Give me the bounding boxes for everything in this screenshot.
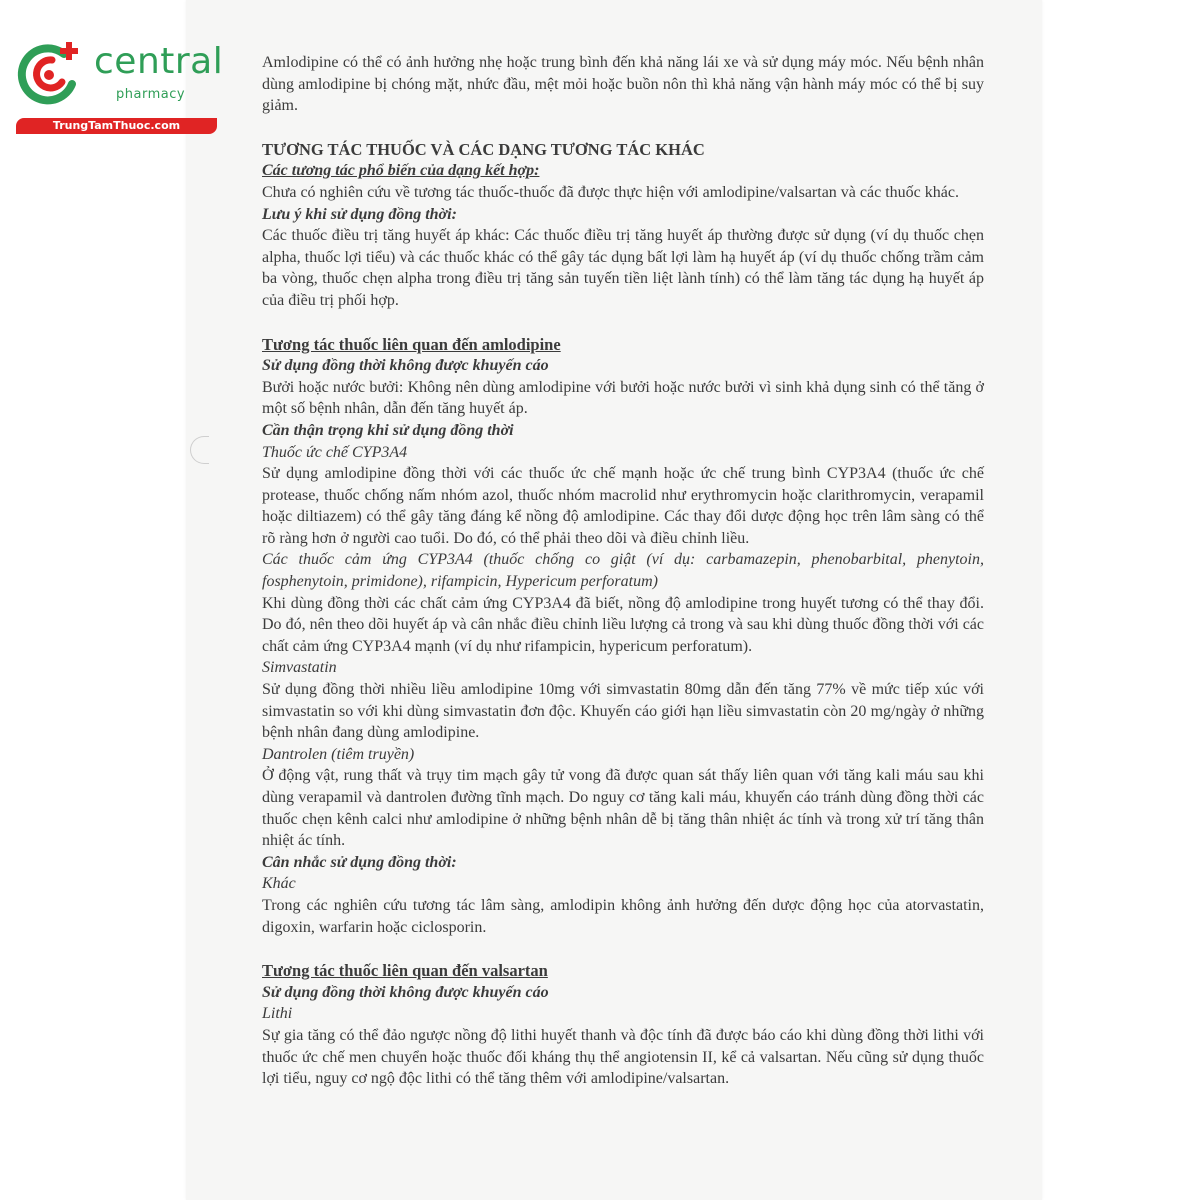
dantrolen-title: Dantrolen (tiêm truyền)	[262, 745, 415, 763]
lithi-text: Sự gia tăng có thể đảo ngược nồng độ lithi huyết thanh và độc tính đã được báo cáo khi dùng đồng thời lithi với thuốc ức chế men chuyển hoặc thuốc đối kháng thụ thể angiotensin II, kể cả valsartan. Nếu cũng sử dụng thuốc lợi tiểu, nguy cơ ngộ độc lithi có thể tăng thêm với amlodipine/valsartan.	[262, 1026, 984, 1088]
lithi-title: Lithi	[262, 1005, 293, 1023]
cyp-inducer-text: Khi dùng đồng thời các chất cảm ứng CYP3A4 đã biết, nồng độ amlodipine trong huyết tương có thể thay đổi. Do đó, nên theo dõi huyết áp và cân nhắc điều chỉnh liều lượng cả trong và sau khi dùng thuốc đồng thời với các chất cảm ứng CYP3A4 mạnh (ví dụ như rifampicin, hypericum perforatum).	[262, 594, 984, 655]
brand-website[interactable]: TrungTamThuoc.com	[16, 118, 217, 134]
cyp-inhibitor-title: Thuốc ức chế CYP3A4	[262, 443, 408, 461]
valsartan-not-recommended: Sử dụng đồng thời không được khuyến cáo	[262, 983, 549, 1001]
amlodipine-heading: Tương tác thuốc liên quan đến amlodipine	[262, 334, 561, 354]
intro-paragraph: Amlodipine có thể có ảnh hưởng nhẹ hoặc trung bình đến khả năng lái xe và sử dụng máy móc. Nếu bệnh nhân dùng amlodipine bị chóng mặt, nhức đầu, mệt mỏi hoặc buồn nôn thì khả năng vận hành máy móc có thể bị suy giảm.	[262, 54, 984, 115]
consider-heading: Cân nhắc sử dụng đồng thời:	[262, 853, 457, 871]
simvastatin-title: Simvastatin	[262, 659, 337, 677]
simvastatin-text: Sử dụng đồng thời nhiều liều amlodipine 10mg với simvastatin 80mg dẫn đến tăng 77% về mức tiếp xúc với simvastatin so với khi dùng simvastatin đơn độc. Khuyến cáo giới hạn liều simvastatin còn 20 mg/ngày ở những bệnh nhân đang dùng amlodipine.	[262, 681, 984, 742]
cyp-inhibitor-text: Sử dụng amlodipine đồng thời với các thuốc ức chế mạnh hoặc ức chế trung bình CYP3A4 (thuốc ức chế protease, thuốc chống nấm nhóm azol, thuốc nhóm macrolid như erythromycin hoặc clarithromycin, verapamil hoặc diltiazem) có thể gây tăng đáng kể nồng độ amlodipine. Các thay đổi dược động học trên lâm sàng có thể rõ ràng hơn ở người cao tuổi. Do đó, có thể phải theo dõi và điều chỉnh liều.	[262, 465, 984, 547]
dantrolen-text: Ở động vật, rung thất và trụy tim mạch gây tử vong đã được quan sát thấy liên quan với tăng kali máu sau khi dùng verapamil và dantrolen đường tĩnh mạch. Do nguy cơ tăng kali máu, khuyến cáo tránh dùng đồng thời các thuốc chẹn kênh calci như amlodipine ở những bệnh nhân dễ bị tăng thân nhiệt ác tính và trong xử trí tăng thân nhiệt ác tính.	[262, 767, 984, 850]
document-body	[262, 52, 984, 1090]
cyp-inducer-title: Các thuốc cảm ứng CYP3A4 (thuốc chống co giật (ví dụ: carbamazepin, phenobarbital, phenytoin, fosphenytoin, primidone), rifampicin, Hypericum perforatum)	[262, 551, 984, 591]
pharmacy-logo[interactable]	[8, 38, 223, 138]
brand-name: central	[94, 41, 224, 82]
common-interactions-heading: Các tương tác phổ biến của dạng kết hợp:	[262, 162, 540, 180]
valsartan-heading: Tương tác thuốc liên quan đến valsartan	[262, 961, 548, 981]
other-title: Khác	[262, 875, 296, 893]
central-pharmacy-logo-icon	[12, 38, 86, 112]
grapefruit-text: Bưởi hoặc nước bưởi: Không nên dùng amlodipine với bưởi hoặc nước bưởi vì sinh khả dụng sinh có thể tăng ở một số bệnh nhân, dẫn đến tăng huyết áp.	[262, 378, 984, 418]
other-text: Trong các nghiên cứu tương tác lâm sàng, amlodipin không ảnh hưởng đến dược động học của atorvastatin, digoxin, warfarin hoặc ciclosporin.	[262, 896, 984, 936]
section-title: TƯƠNG TÁC THUỐC VÀ CÁC DẠNG TƯƠNG TÁC KHÁC	[262, 139, 705, 159]
amlodipine-not-recommended: Sử dụng đồng thời không được khuyến cáo	[262, 357, 549, 375]
caution-text: Các thuốc điều trị tăng huyết áp khác: Các thuốc điều trị tăng huyết áp thường được sử dụng (ví dụ thuốc chẹn alpha, thuốc lợi tiểu) và các thuốc khác có thể gây tác dụng bất lợi làm hạ huyết áp (ví dụ thuốc chống trầm cảm ba vòng, thuốc chẹn alpha trong điều trị tăng sản tuyến tiền liệt lành tính) có thể làm tăng tác dụng hạ huyết áp của điều trị phối hợp.	[262, 227, 984, 309]
caution-heading: Lưu ý khi sử dụng đồng thời:	[262, 205, 457, 223]
brand-subtitle: pharmacy	[116, 87, 186, 102]
common-interactions-text: Chưa có nghiên cứu về tương tác thuốc-thuốc đã được thực hiện với amlodipine/valsartan và các thuốc khác.	[262, 183, 959, 201]
amlodipine-careful-heading: Cần thận trọng khi sử dụng đồng thời	[262, 421, 514, 439]
